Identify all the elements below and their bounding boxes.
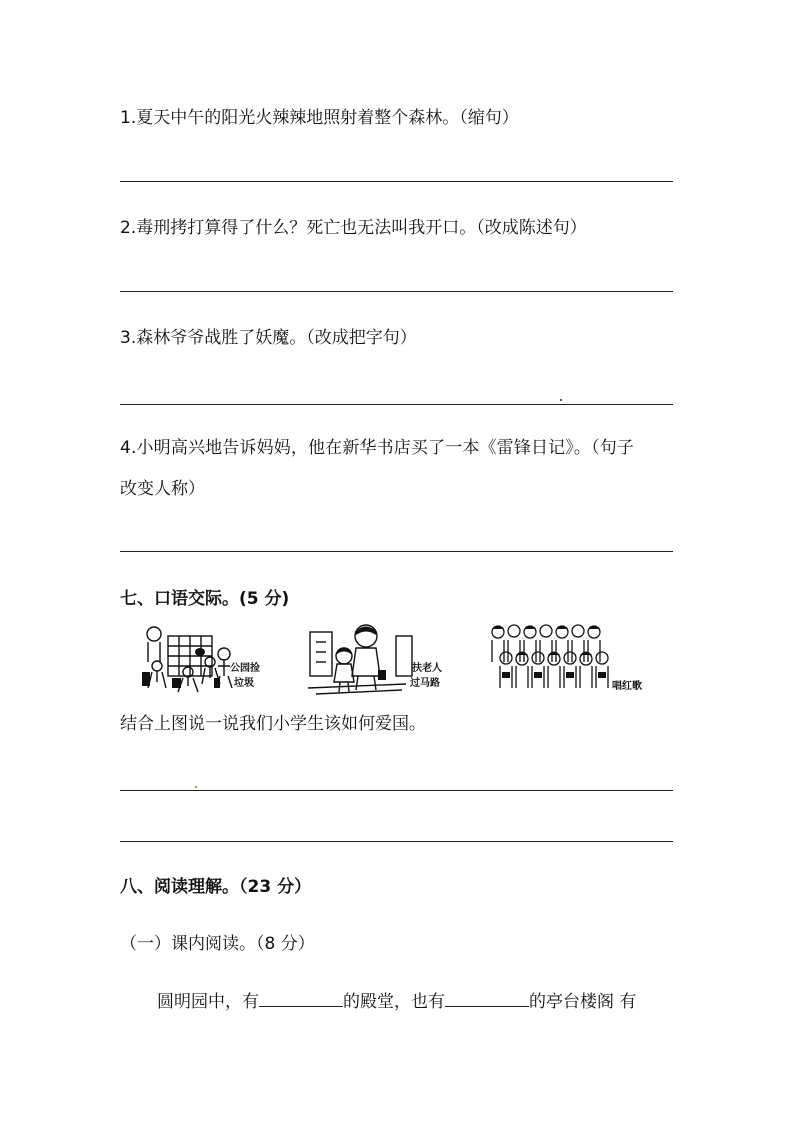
question-4-line-2: 改变人称）: [120, 479, 205, 499]
speck: [560, 399, 562, 401]
answer-line-3[interactable]: [120, 404, 673, 405]
caption-park-line-1: 公园捡: [230, 663, 260, 674]
singing-choir-illustration: [488, 622, 618, 696]
blank-1[interactable]: [259, 988, 343, 1007]
answer-line-6[interactable]: [120, 841, 673, 842]
answer-line-2[interactable]: [120, 291, 673, 292]
passage-part-1: 圆明园中，有: [157, 992, 259, 1012]
picture-singing: [488, 622, 658, 696]
question-3: 3.森林爷爷战胜了妖魔。（改成把字句）: [120, 328, 417, 348]
speck: [195, 786, 197, 788]
blank-2[interactable]: [445, 988, 529, 1007]
section-8-sub-1: （一）课内阅读。（8 分）: [120, 934, 315, 954]
passage-part-3: 的亭台楼阁 有: [529, 992, 637, 1012]
passage-part-2: 的殿堂，也有: [343, 992, 445, 1012]
caption-elderly-line-2: 过马路: [410, 678, 440, 689]
reading-passage: [157, 988, 636, 1013]
picture-park-cleanup: [140, 622, 290, 696]
question-2: 2.毒刑拷打算得了什么？死亡也无法叫我开口。（改成陈述句）: [120, 218, 587, 238]
caption-elderly-line-1: 扶老人: [412, 663, 442, 674]
section-8-title: 八、阅读理解。（23 分）: [120, 877, 312, 897]
question-4-line-1: 4.小明高兴地告诉妈妈，他在新华书店买了一本《雷锋日记》。（句子: [120, 438, 635, 458]
section-7-prompt: 结合上图说一说我们小学生该如何爱国。: [120, 714, 426, 734]
answer-line-5[interactable]: [120, 790, 673, 791]
park-cleanup-illustration: [140, 622, 290, 696]
caption-park-line-2: 垃圾: [234, 678, 254, 689]
picture-help-elderly: [306, 622, 456, 696]
question-1: 1.夏天中午的阳光火辣辣地照射着整个森林。（缩句）: [120, 108, 519, 128]
answer-line-1[interactable]: [120, 181, 673, 182]
section-7-title: 七、口语交际。(5 分): [120, 589, 290, 609]
answer-line-4[interactable]: [120, 551, 673, 552]
caption-singing: 唱红歌: [612, 681, 642, 692]
